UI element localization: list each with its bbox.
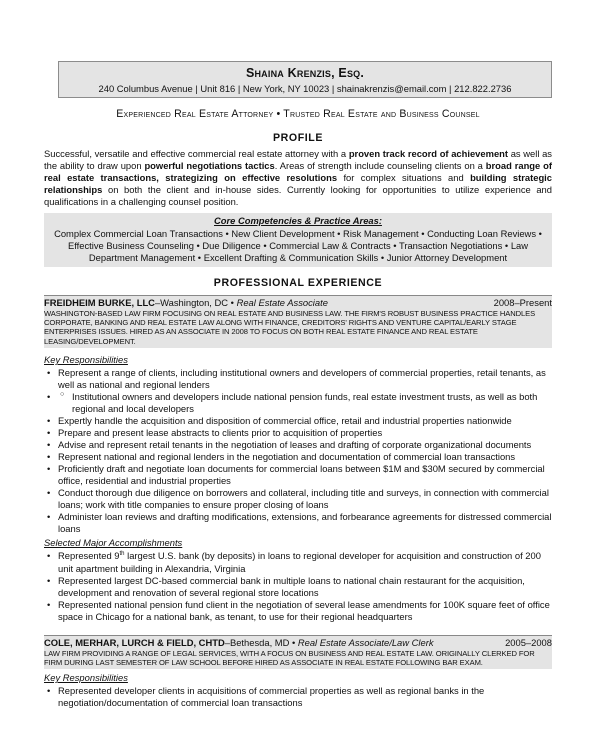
list-item: • Represented national pension fund client in the negotiation of several lease amendments for 100K square feet of office space in Chicago for a national bank, as tenant, to use for their regional headquarters: [44, 599, 552, 623]
list-item: • Conduct thorough due diligence on borrowers and collateral, including title and surveys, in connection with commercial loans; work with title companies to ensure proper closing of loans: [44, 487, 552, 511]
profile-text: Successful, versatile and effective commercial real estate attorney with a proven track record of achievement as well as the ability to draw upon powerful negotiations tactics. Areas of strength include counseling clients on a broad range of real estate transactions, strategizing on effective resolutions for complex situations and building strategic relationships on both the client and in-house sides. Currently looking for opportunities to utilize experience and qualifications in a challenging counsel position.: [44, 148, 552, 208]
job-dates: 2005–2008: [505, 636, 552, 648]
list-item: • Advise and represent retail tenants in the negotiation of leases and drafting of corporate organizational documents: [44, 439, 552, 451]
job-header: [44, 295, 552, 309]
list-item: • Represented developer clients in acquisitions of commercial properties as well as regional banks in the negotiation/documentation of commercial loan transactions: [44, 685, 552, 709]
accomplishments-title: Selected Major Accomplishments: [44, 537, 183, 549]
list-item: • Represented 9th largest U.S. bank (by deposits) in loans to regional developer for acquisition and construction of 200 unit apartment building in Alexandria, Virginia: [44, 550, 552, 574]
list-item: • Proficiently draft and negotiate loan documents for commercial loans between $1M and $30M secured by commercial office, residential and industrial properties: [44, 463, 552, 487]
list-item: • Represent national and regional lenders in the negotiation and documentation of commercial loan transactions: [44, 451, 552, 463]
job-role: Real Estate Associate: [236, 296, 328, 308]
competencies-box: [44, 213, 552, 267]
tagline: Experienced Real Estate Attorney • Trusted Real Estate and Business Counsel: [116, 108, 480, 121]
profile-title: PROFILE: [272, 131, 324, 144]
company-name: FREIDHEIM BURKE, LLC: [44, 296, 155, 308]
header-box: [58, 61, 552, 98]
candidate-name: Shaina Krenzis, Esq.: [245, 66, 365, 80]
list-item: • Prepare and present lease abstracts to clients prior to acquisition of properties: [44, 427, 552, 439]
accomplishments-list: [44, 550, 552, 622]
resume-page: [0, 61, 600, 730]
responsibilities-list: [44, 685, 552, 709]
responsibilities-title: Key Responsibilities: [44, 672, 128, 684]
list-item: • Represent a range of clients, including institutional owners and developers of commercial properties, retail tenants, as well as national and regional lenders: [44, 367, 552, 391]
job-location: –Washington, DC •: [154, 296, 237, 308]
job-header: [44, 635, 552, 649]
job-dates: 2008–Present: [493, 296, 552, 308]
job-location: –Bethesda, MD •: [224, 636, 298, 648]
sub-list: [44, 391, 552, 415]
list-item-group: [44, 391, 552, 415]
competencies-list: Complex Commercial Loan Transactions • New Client Development • Risk Management • Conducting Loan Reviews • Effective Business Counseling • Due Diligence • Commercial Law & Contracts • Transaction Negotiations • Law Department Management • Excellent Drafting & Communication Skills • Junior Attorney Development: [54, 228, 542, 264]
company-name: COLE, MERHAR, LURCH & FIELD, CHTD: [44, 636, 225, 648]
list-item: • Expertly handle the acquisition and disposition of commercial office, retail and industrial properties nationwide: [44, 415, 552, 427]
responsibilities-list: [44, 367, 552, 535]
sub-list-item: ○ • Institutional owners and developers include national pension funds, real estate investment trusts, as well as both regional and local developers: [44, 391, 552, 415]
job-heading: [44, 637, 434, 649]
job-role: Real Estate Associate/Law Clerk: [297, 636, 434, 648]
job-description: LAW FIRM PROVIDING A RANGE OF LEGAL SERVICES, WITH A FOCUS ON BUSINESS AND REAL ESTATE LAW. ORIGINALLY CLERKED FOR FIRM DURING LAST SEMESTER OF LAW SCHOOL BEFORE HIRED AS ASSOCIATE IN REAL ESTATE FOLLOWING BAR EXAM.: [44, 649, 552, 670]
responsibilities-title: Key Responsibilities: [44, 353, 128, 365]
job-description: WASHINGTON-BASED LAW FIRM FOCUSING ON REAL ESTATE AND BUSINESS LAW. THE FIRM'S ROBUST BUSINESS PRACTICE HANDLES CORPORATE, BANKING AND REAL ESTATE LAW ALONG WITH FINANCE, CREDITORS' RIGHTS AND VENTURE CAPITAL/EARLY STAGE ENTERPRISES ISSUES. HIRED AS AN ASSOCIATE IN 2008 TO FOCUS ON BOTH REAL ESTATE FINANCE AND REAL ESTATE LEASING/DEVELOPMENT.: [44, 309, 552, 348]
competencies-title: Core Competencies & Practice Areas:: [214, 215, 382, 227]
list-item: • Administer loan reviews and drafting modifications, extensions, and forbearance agreements for distressed commercial loans: [44, 511, 552, 535]
experience-title: PROFESSIONAL EXPERIENCE: [213, 277, 383, 290]
job-heading: [44, 297, 328, 309]
contact-line: 240 Columbus Avenue | Unit 816 | New York, NY 10023 | shainakrenzis@email.com | 212.822.2736: [98, 83, 512, 94]
list-item: • Represented largest DC-based commercial bank in multiple loans to national chain restaurant for the acquisition, development and renovation of several regional store locations: [44, 575, 552, 599]
